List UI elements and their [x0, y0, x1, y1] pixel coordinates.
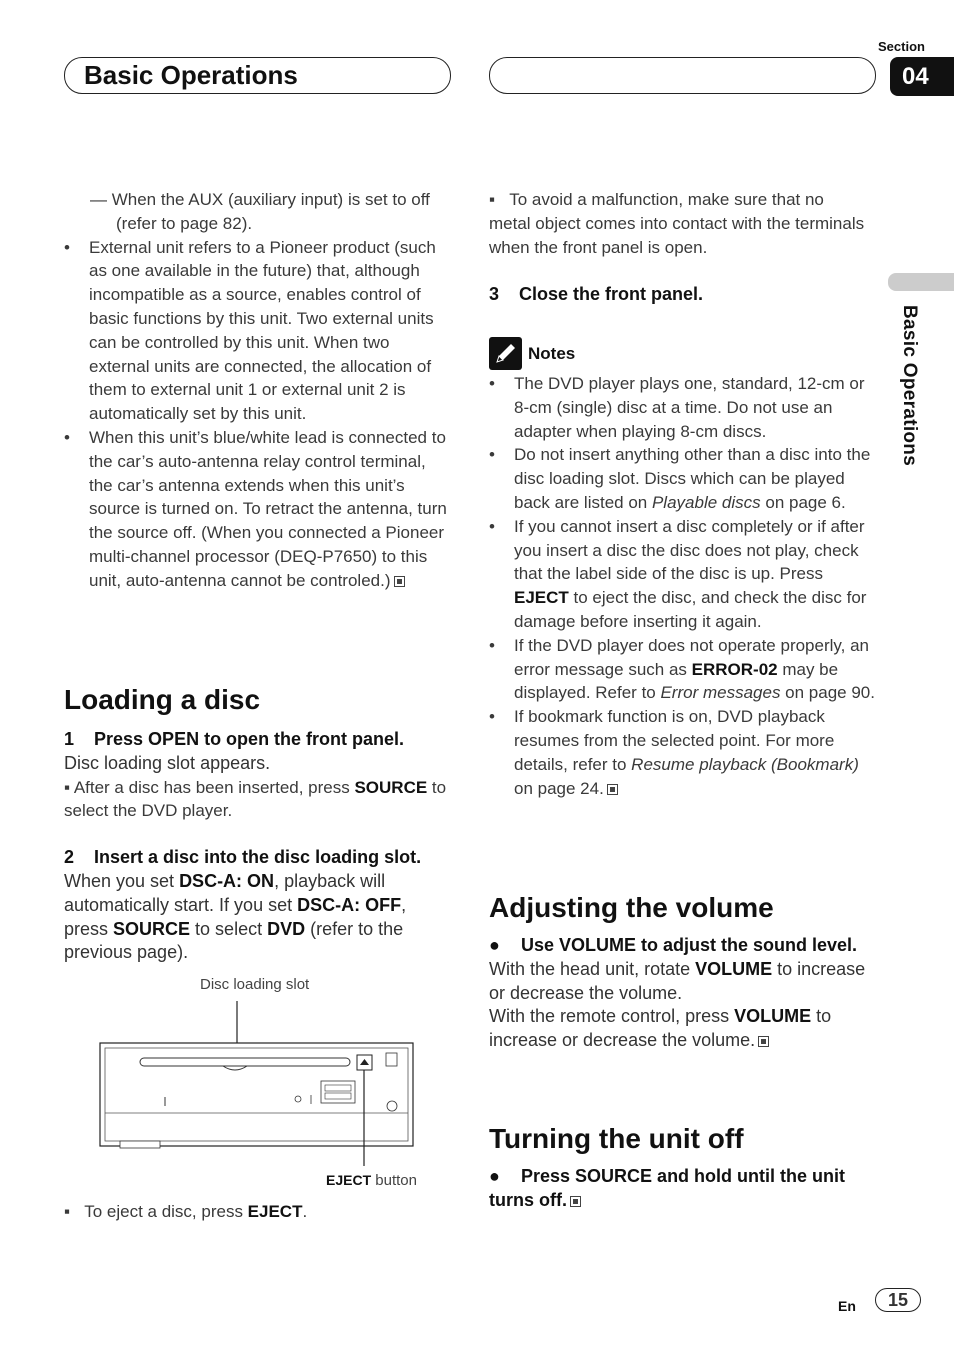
dot-bullet-icon-inline: ●	[489, 1166, 500, 1186]
square-bullet-icon: ▪	[64, 777, 74, 797]
eject-note: ▪ To eject a disc, press EJECT.	[64, 1202, 308, 1221]
list-item: • Do not insert anything other than a disc into the disc loading slot. Discs which can be played back are listed on Playable discs on page 6.	[489, 445, 871, 512]
malfunction-note: ▪ To avoid a malfunction, make sure that no metal object comes into contact with the terminals when the front panel is open.	[489, 190, 865, 257]
loading-heading: Loading a disc	[64, 684, 261, 715]
caption-eject-button: EJECT button	[326, 1172, 417, 1189]
notes-list	[489, 372, 879, 800]
list-item: • When this unit’s blue/white lead is connected to the car’s auto-antenna relay control terminal, the car’s antenna extends when this unit’s source is turned on. To retract the antenna, turn the source off. (When you connected a Pioneer multi-channel processor (DEQ-P7650) to this unit, auto-antenna cannot be controled.)	[64, 427, 447, 590]
end-mark-icon	[394, 576, 405, 587]
volume-content	[489, 934, 879, 1053]
end-mark-icon	[570, 1196, 581, 1207]
aux-note: — When the AUX (auxiliary input) is set to off (refer to page 82).	[90, 190, 430, 233]
step-1: 1 Press OPEN to open the front panel.	[64, 729, 405, 749]
page-section-title: Basic Operations	[84, 60, 298, 90]
square-bullet-icon: ▪	[64, 1202, 75, 1221]
side-label: Basic Operations	[899, 305, 920, 467]
volume-heading: Adjusting the volume	[489, 892, 774, 923]
unit-off-heading: Turning the unit off	[489, 1123, 744, 1154]
end-mark-icon	[607, 784, 618, 795]
square-bullet-icon: ▪	[489, 190, 500, 209]
list-item: • External unit refers to a Pioneer product (such as one available in the future) that, although incompatible as a source, enables control of basic functions by this unit. Two external units can be controlled by this unit. When two external units are connected, the allocation of them to external unit 1 or external unit 2 is automatically set by this unit.	[64, 237, 436, 424]
end-mark-icon	[758, 1036, 769, 1047]
caption-disc-slot: Disc loading slot	[200, 976, 310, 993]
list-item: • If you cannot insert a disc completely or if after you insert a disc the disc does not play, check that the label side of the disc is up. Press EJECT to eject the disc, and check the disc for damage before inserting it again.	[489, 516, 867, 631]
dot-bullet-icon: ●	[489, 935, 500, 955]
section-number-badge: 04	[890, 57, 954, 96]
note-source: ▪ After a disc has been inserted, press SOURCE to select the DVD player.	[64, 777, 447, 821]
step-1-desc: Disc loading slot appears.	[64, 752, 271, 773]
unit-off-step: ● Press SOURCE and hold until the unit turns off.	[489, 1166, 846, 1210]
loading-content	[64, 728, 454, 965]
left-column	[64, 188, 454, 593]
header-empty-pill	[489, 57, 876, 94]
side-tab	[888, 273, 954, 291]
volume-step: ● Use VOLUME to adjust the sound level.	[489, 934, 879, 958]
list-item: • If bookmark function is on, DVD playback resumes from the selected point. For more details, refer to Resume playback (Bookmark) on page 24.	[489, 707, 859, 798]
head-unit-illustration	[95, 998, 420, 1168]
section-label: Section	[878, 39, 925, 54]
notes-label: Notes	[528, 343, 576, 363]
notes-header	[489, 337, 575, 370]
step-2-desc: When you set DSC-A: ON, playback will automatically start. If you set DSC-A: OFF, press SOURCE to select DVD (refer to the previous page).	[64, 870, 407, 963]
pencil-icon	[489, 337, 522, 370]
footer-lang: En	[838, 1298, 856, 1314]
step-3: 3 Close the front panel.	[489, 284, 704, 304]
list-item: • If the DVD player does not operate properly, an error message such as ERROR-02 may be displayed. Refer to Error messages on page 90.	[489, 635, 875, 703]
volume-desc: With the head unit, rotate VOLUME to increase or decrease the volume. With the remote control, press VOLUME to increase or decrease the volume.	[489, 958, 866, 1051]
step-2: 2 Insert a disc into the disc loading slot.	[64, 847, 422, 868]
page-number: 15	[875, 1288, 921, 1312]
list-item: • The DVD player plays one, standard, 12-cm or 8-cm (single) disc at a time. Do not use an adapter when playing 8-cm discs.	[489, 374, 865, 441]
